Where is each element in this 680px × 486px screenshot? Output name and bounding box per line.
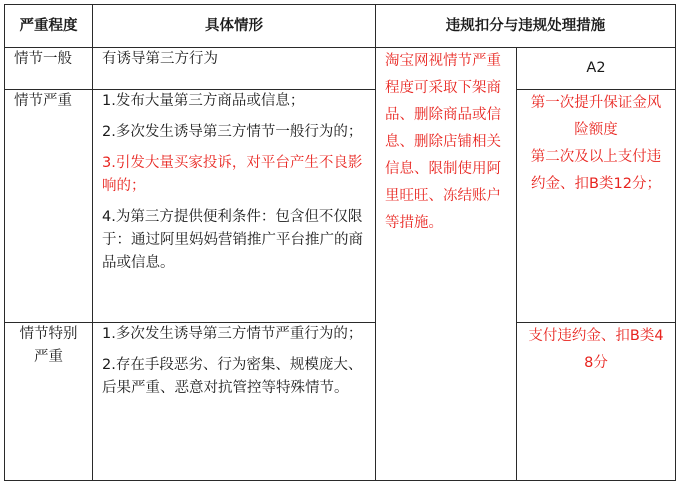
table-row	[5, 90, 676, 322]
situation-especially-serious	[93, 322, 376, 480]
level-general: 情节一般	[5, 48, 93, 90]
score-serious	[517, 90, 676, 322]
score-general: A2	[517, 48, 676, 90]
level-serious: 情节严重	[5, 90, 93, 322]
level-especially-serious: 情节特别严重	[5, 322, 93, 480]
situation-serious	[93, 90, 376, 322]
table-header-row	[5, 5, 676, 48]
violation-rules-table	[4, 4, 676, 481]
situation-line: 2.多次发生诱导第三方情节一般行为的；	[102, 124, 363, 141]
table-row	[5, 322, 676, 480]
header-situation: 具体情形	[93, 5, 376, 48]
situation-line: 4.为第三方提供便利条件：包含但不仅限于：通过阿里妈妈营销推广平台推广的商品或信息。	[102, 209, 363, 272]
situation-general	[93, 48, 376, 90]
situation-line: 有诱导第三方行为	[102, 51, 218, 68]
header-level: 严重程度	[5, 5, 93, 48]
shared-measure-cell	[376, 48, 517, 481]
shared-measure-text: 淘宝网视情节严重程度可采取下架商品、删除商品或信息、删除店铺相关信息、限制使用阿里旺旺、冻结账户等措施。	[385, 53, 501, 232]
score-line: 第一次提升保证金风险额度	[530, 95, 662, 139]
table-row	[5, 48, 676, 90]
score-especially-serious: 支付违约金、扣B类48分	[517, 322, 676, 480]
situation-line-highlighted: 3.引发大量买家投诉，对平台产生不良影响的；	[102, 155, 363, 195]
situation-line: 1.多次发生诱导第三方情节严重行为的；	[102, 325, 363, 342]
situation-line: 1.发布大量第三方商品或信息；	[102, 93, 305, 110]
score-line: 第二次及以上支付违约金、扣B类12分；	[530, 149, 662, 193]
situation-line: 2.存在手段恶劣、行为密集、规模庞大、后果严重、恶意对抗管控等特殊情节。	[102, 356, 363, 396]
header-measures: 违规扣分与违规处理措施	[376, 5, 676, 48]
